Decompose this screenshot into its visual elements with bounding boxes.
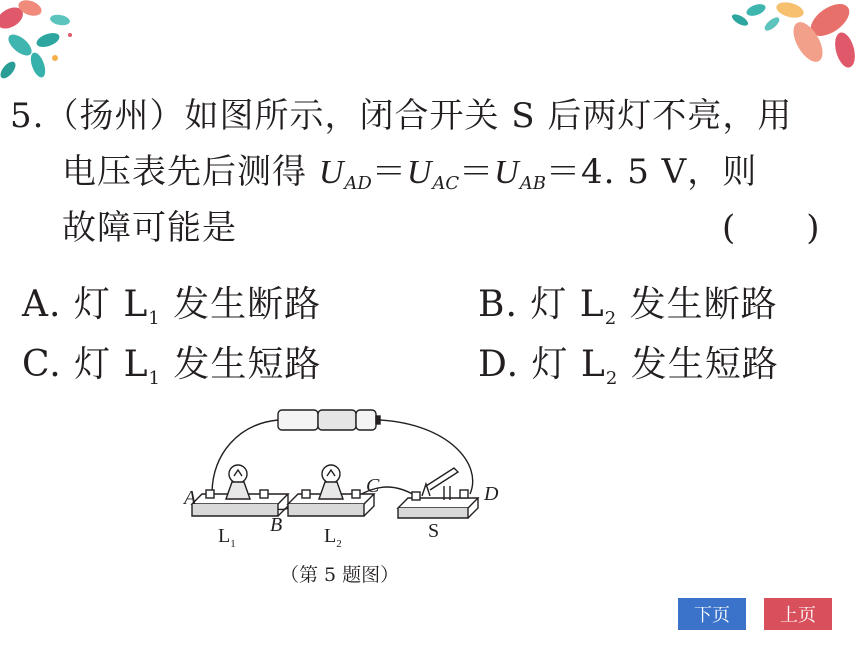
voltage-value: 4. 5 V，则 (580, 152, 758, 192)
answer-bracket: ( ) (722, 208, 821, 248)
option-b[interactable] (478, 284, 778, 340)
voltage-symbol: U (406, 154, 433, 191)
option-letter: C. (22, 344, 62, 385)
battery-icon (278, 410, 380, 430)
question-line-1 (10, 96, 792, 136)
option-letter: A. (22, 284, 62, 325)
question-line2-prefix: 电压表先后测得 (62, 152, 307, 192)
option-text: 灯 L (73, 284, 149, 325)
equals-sign: ＝ (371, 152, 407, 192)
option-text: 发生短路 (618, 344, 779, 385)
subscript-ab: AB (519, 173, 546, 194)
point-c-label: C (366, 475, 380, 497)
option-subscript: 1 (148, 368, 161, 389)
figure-caption: （第 5 题图） (280, 564, 400, 586)
option-text: 发生短路 (160, 344, 322, 385)
question-line-3 (62, 208, 237, 248)
circuit-diagram (178, 404, 518, 564)
option-subscript: 1 (148, 308, 161, 329)
option-text: 灯 L (530, 284, 605, 325)
switch-label: S (428, 520, 440, 542)
floral-decoration-top-right-icon (720, 0, 860, 80)
lamp-l1-label: $L_1$ (218, 525, 236, 550)
option-d[interactable] (478, 344, 779, 400)
option-a[interactable] (22, 284, 321, 340)
point-d-label: D (484, 483, 499, 505)
point-b-label: B (270, 514, 283, 536)
switch-icon (412, 468, 468, 500)
option-text: 发生断路 (160, 284, 322, 325)
question-line3-text: 故障可能是 (62, 208, 237, 248)
next-page-button[interactable]: 下页 (678, 598, 746, 630)
question-line-2 (62, 152, 757, 204)
floral-decoration-top-left-icon (0, 0, 120, 95)
question-number: 5. (10, 96, 45, 136)
point-a-label: A (184, 487, 197, 509)
option-subscript: 2 (604, 308, 618, 329)
equals-sign: ＝ (459, 152, 495, 192)
subscript-ad: AD (344, 173, 372, 194)
option-subscript: 2 (605, 368, 619, 389)
option-text: 灯 L (531, 344, 606, 385)
previous-page-button[interactable]: 上页 (764, 598, 832, 630)
option-letter: B. (478, 284, 518, 325)
question-line1-text: （扬州）如图所示，闭合开关 S 后两灯不亮，用 (44, 96, 793, 136)
subscript-ac: AC (432, 173, 460, 194)
equals-sign: ＝ (545, 152, 581, 192)
option-letter: D. (478, 344, 520, 385)
wire (212, 420, 278, 492)
voltage-symbol: U (494, 154, 520, 191)
voltage-symbol: U (318, 154, 345, 191)
switch-base (398, 498, 478, 518)
option-c[interactable] (22, 344, 321, 400)
lamp-l2-label: $L_2$ (324, 525, 342, 550)
option-text: 发生断路 (617, 284, 778, 325)
option-text: 灯 L (74, 344, 149, 385)
